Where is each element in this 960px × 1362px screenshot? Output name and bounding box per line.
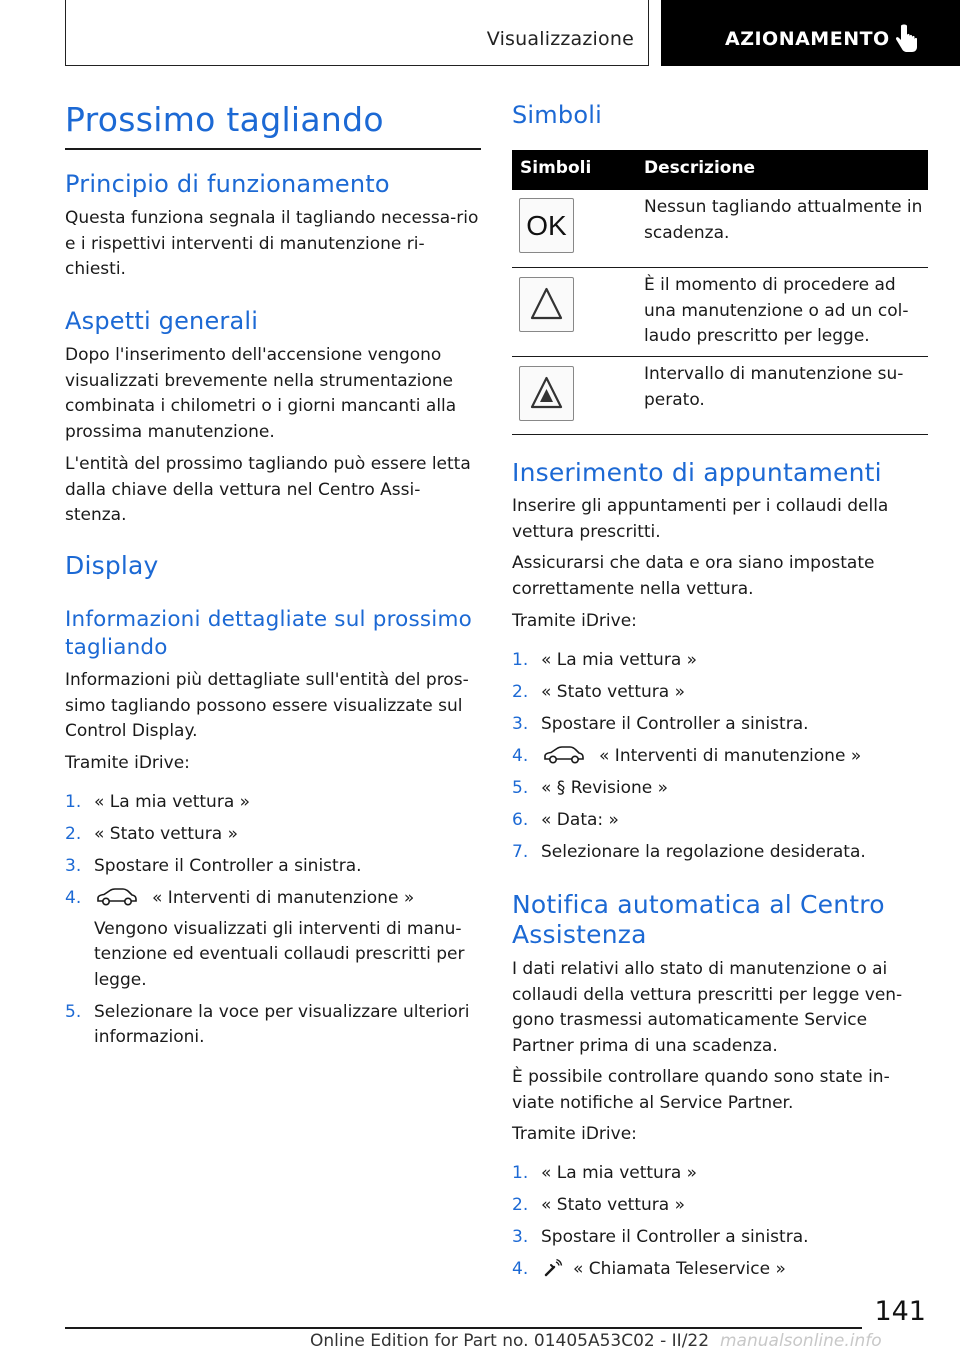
- title-divider: [65, 148, 481, 150]
- footer-edition: Online Edition for Part no. 01405A53C02 - II/22: [310, 1331, 710, 1351]
- table-row: [512, 268, 928, 357]
- heading-principio: Principio di funzionamento: [65, 170, 390, 198]
- header-section-box: [65, 0, 649, 66]
- table-header-symbols: Simboli: [520, 158, 592, 178]
- car-icon: [543, 745, 585, 765]
- list-item: 5. Selezionare la voce per visualizzare ulteriori informazioni.: [65, 1001, 470, 1047]
- heading-appuntamenti: Inserimento di appuntamenti: [512, 458, 882, 487]
- heading-display: Display: [65, 551, 159, 580]
- page-number: 141: [874, 1296, 926, 1327]
- text-aspetti-1: Dopo l'inserimento dell'accensione vengono visualizzati brevemente nella strumentazione combinata i chilometri o i giorni mancanti alla prossima manutenzione.: [65, 345, 457, 442]
- warning-filled-icon: [519, 366, 574, 421]
- steps-list-right-2: [512, 1161, 928, 1289]
- text-idrive-right-2: Tramite iDrive:: [512, 1124, 637, 1144]
- text-appuntamenti-2: Assicurarsi che data e ora siano impostate correttamente nella vettura.: [512, 553, 875, 599]
- list-item: 2. « Stato vettura »: [65, 824, 238, 844]
- steps-list-left: [65, 790, 481, 1057]
- header-chapter-box: [661, 0, 960, 66]
- list-item: 2. « Stato vettura »: [512, 1195, 685, 1215]
- ok-icon: OK: [519, 198, 574, 253]
- list-item: 7. Selezionare la regolazione desiderata.: [512, 842, 866, 862]
- text-notifica-1: I dati relativi allo stato di manutenzione o ai collaudi della vettura prescritti per legge ven-gono trasmessi automaticamente Service Partner prima di una scadenza.: [512, 959, 903, 1056]
- footer-divider: [65, 1327, 862, 1329]
- symbols-table: [512, 150, 928, 435]
- text-idrive-right: Tramite iDrive:: [512, 611, 637, 631]
- list-item: 3. Spostare il Controller a sinistra.: [65, 856, 362, 876]
- header-section-title: Visualizzazione: [486, 28, 634, 50]
- heading-aspetti: Aspetti generali: [65, 307, 259, 335]
- table-row: [512, 190, 928, 268]
- table-header-description: Descrizione: [644, 158, 756, 178]
- list-item: 2. « Stato vettura »: [512, 682, 685, 702]
- heading-simboli: Simboli: [512, 101, 602, 129]
- table-cell-description: Nessun tagliando attualmente in scadenza.: [644, 197, 923, 243]
- warning-outline-icon: [519, 277, 574, 332]
- footer-watermark: manualsonline.info: [720, 1331, 882, 1351]
- list-item: 1. « La mia vettura »: [512, 1163, 698, 1183]
- list-item: 4. « Interventi di manutenzione » Vengono visualizzati gli interventi di manu-tenzione ed eventuali collaudi prescritti per legge.: [65, 888, 465, 990]
- list-item: 5. « § Revisione »: [512, 778, 669, 798]
- table-cell-description: Intervallo di manutenzione su-perato.: [644, 364, 904, 410]
- steps-list-right: [512, 648, 928, 872]
- list-item: 1. « La mia vettura »: [512, 650, 698, 670]
- table-header: [512, 150, 928, 190]
- text-notifica-2: È possibile controllare quando sono state in-viate notifiche al Service Partner.: [512, 1067, 890, 1113]
- table-cell-description: È il momento di procedere ad una manutenzione o ad un col-laudo prescritto per legge.: [644, 275, 909, 346]
- header-chapter-title: AZIONAMENTO: [725, 28, 890, 50]
- text-idrive-left: Tramite iDrive:: [65, 753, 190, 773]
- list-item: 4. « Interventi di manutenzione »: [512, 746, 862, 766]
- list-item: 3. Spostare il Controller a sinistra.: [512, 1227, 809, 1247]
- pointing-hand-icon: [895, 24, 919, 56]
- list-item: 4. « Chiamata Teleservice »: [512, 1259, 786, 1279]
- list-item: 6. « Data: »: [512, 810, 619, 830]
- text-principio: Questa funziona segnala il tagliando necessa-rio e i rispettivi interventi di manutenzione ri-chiesti.: [65, 208, 479, 279]
- list-item: 1. « La mia vettura »: [65, 792, 251, 812]
- heading-notifica: Notifica automatica al Centro Assistenza: [512, 890, 885, 949]
- list-item: 3. Spostare il Controller a sinistra.: [512, 714, 809, 734]
- table-row: [512, 357, 928, 435]
- heading-info: Informazioni dettagliate sul prossimo tagliando: [65, 607, 472, 660]
- text-aspetti-2: L'entità del prossimo tagliando può essere letta dalla chiave della vettura nel Centro Assi-stenza.: [65, 454, 471, 525]
- page-title: Prossimo tagliando: [65, 100, 384, 139]
- car-icon: [96, 887, 138, 907]
- teleservice-icon: [543, 1258, 563, 1278]
- text-appuntamenti-1: Inserire gli appuntamenti per i collaudi della vettura prescritti.: [512, 496, 889, 542]
- text-info: Informazioni più dettagliate sull'entità del pros-simo tagliando possono essere visualizzate sul Control Display.: [65, 670, 469, 741]
